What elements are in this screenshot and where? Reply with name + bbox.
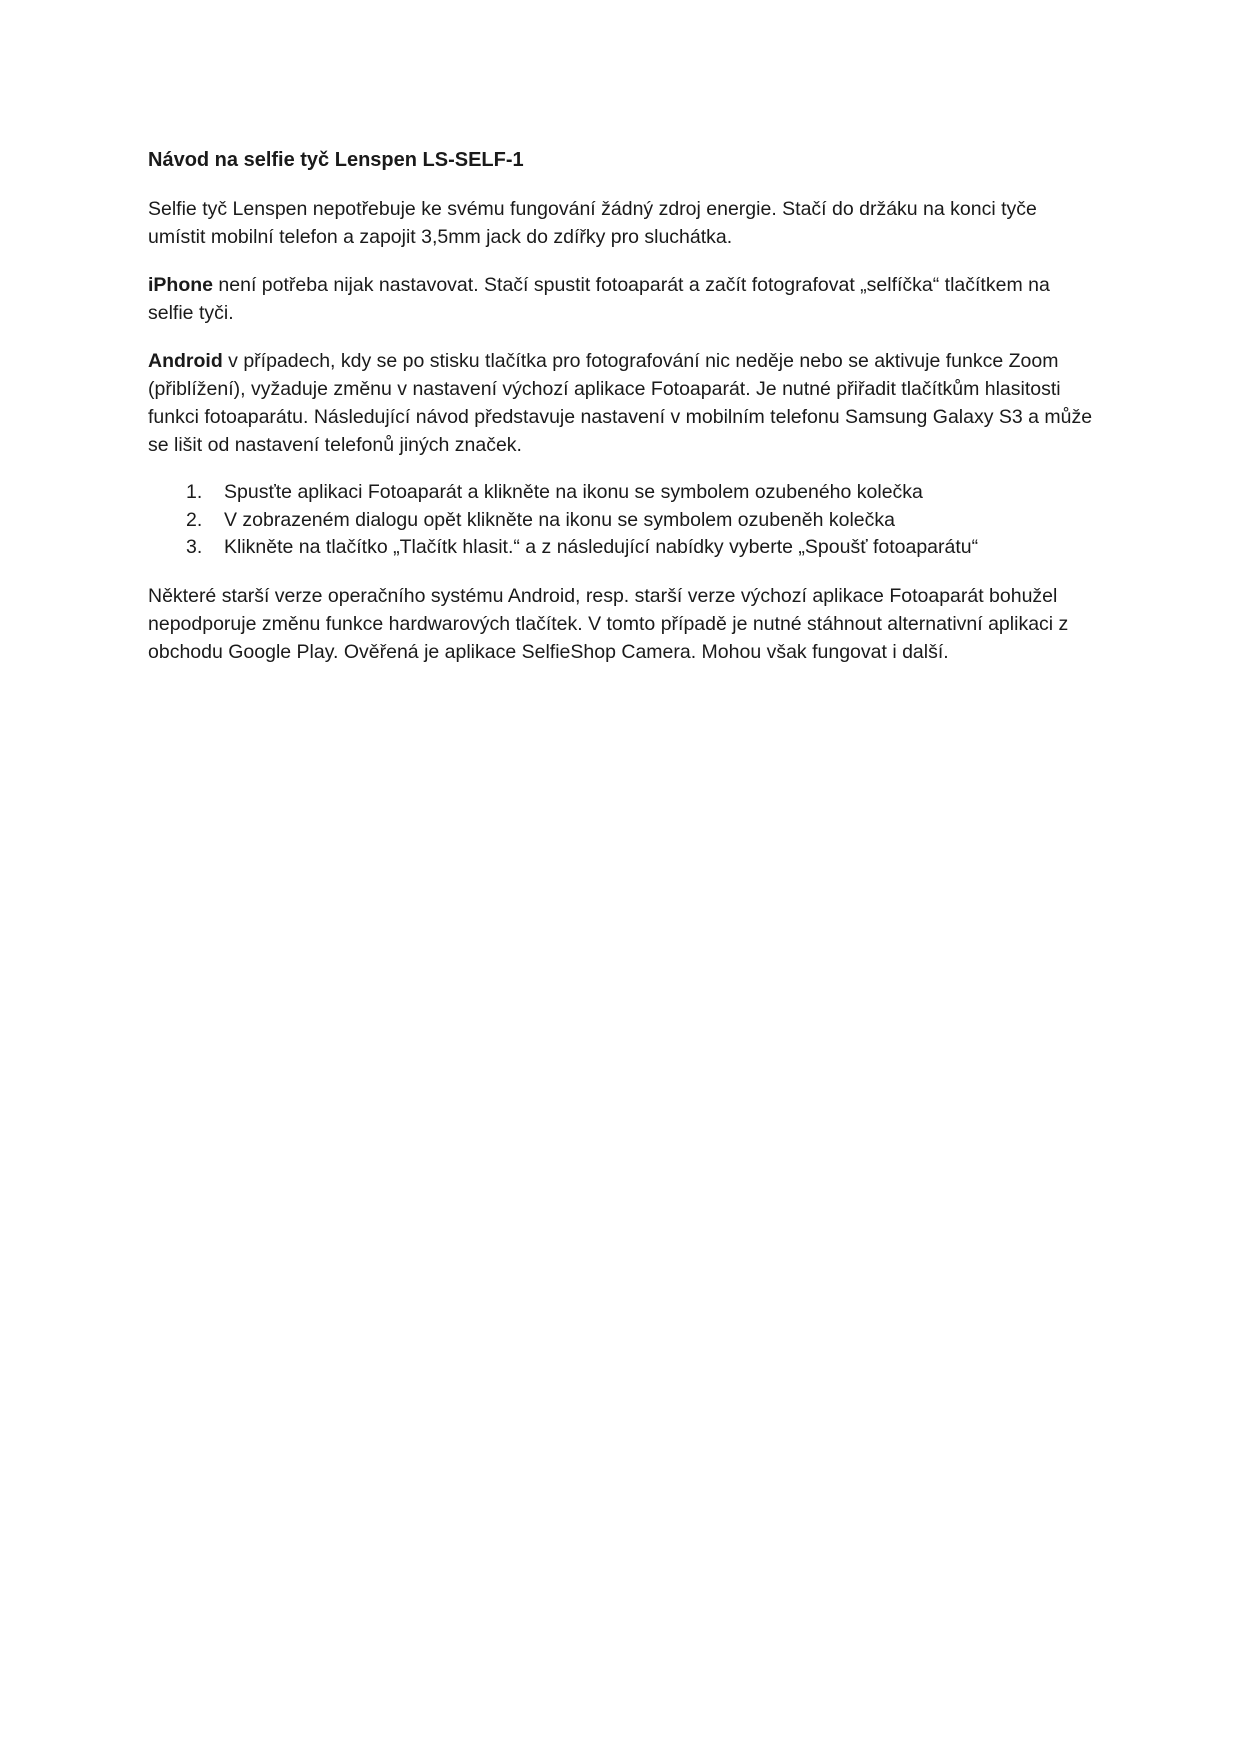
list-item (148, 507, 1098, 535)
document-body (148, 145, 1098, 686)
iphone-text: není potřeba nijak nastavovat. Stačí spustit fotoaparát a začít fotografovat „selfíčka“ tlačítkem na selfie tyči. (148, 274, 1050, 324)
intro-paragraph: Selfie tyč Lenspen nepotřebuje ke svému fungování žádný zdroj energie. Stačí do držáku na konci tyče umístit mobilní telefon a zapojit 3,5mm jack do zdířky pro sluchátka. (148, 198, 1037, 248)
step-text: Spusťte aplikaci Fotoaparát a klikněte na ikonu se symbolem ozubeného kolečka (224, 481, 923, 503)
step-number: 3. (186, 536, 203, 558)
android-label: Android (148, 350, 223, 372)
steps-list (148, 479, 1098, 562)
step-text: V zobrazeném dialogu opět klikněte na ikonu se symbolem ozubeněh kolečka (224, 508, 895, 531)
step-text: Klikněte na tlačítko „Tlačítk hlasit.“ a z následující nabídky vyberte „Spoušť fotoaparátu“ (224, 536, 979, 558)
closing-paragraph: Některé starší verze operačního systému Android, resp. starší verze výchozí aplikace Fotoaparát bohužel nepodporuje změnu funkce hardwarových tlačítek. V tomto případě je nutné stáhnout alternativní aplikaci z obchodu Google Play. Ověřená je aplikace SelfieShop Camera. Mohou však fungovat i další. (148, 584, 1069, 663)
android-text: v případech, kdy se po stisku tlačítka pro fotografování nic neděje nebo se aktivuje funkce Zoom (přiblížení), vyžaduje změnu v nastavení výchozí aplikace Fotoaparát. Je nutné přiřadit tlačítkům hlasitosti funkci fotoaparátu. Následující návod představuje nastavení v mobilním telefonu Samsung Galaxy S3 a může se lišit od nastavení telefonů jiných značek. (148, 350, 1093, 456)
list-item (148, 534, 1098, 562)
step-number: 2. (186, 508, 203, 531)
list-item (148, 479, 1098, 507)
iphone-label: iPhone (148, 274, 214, 296)
document-title: Návod na selfie tyč Lenspen LS-SELF-1 (148, 149, 524, 171)
iphone-paragraph (148, 271, 1098, 327)
android-paragraph (148, 347, 1098, 459)
step-number: 1. (186, 481, 203, 503)
